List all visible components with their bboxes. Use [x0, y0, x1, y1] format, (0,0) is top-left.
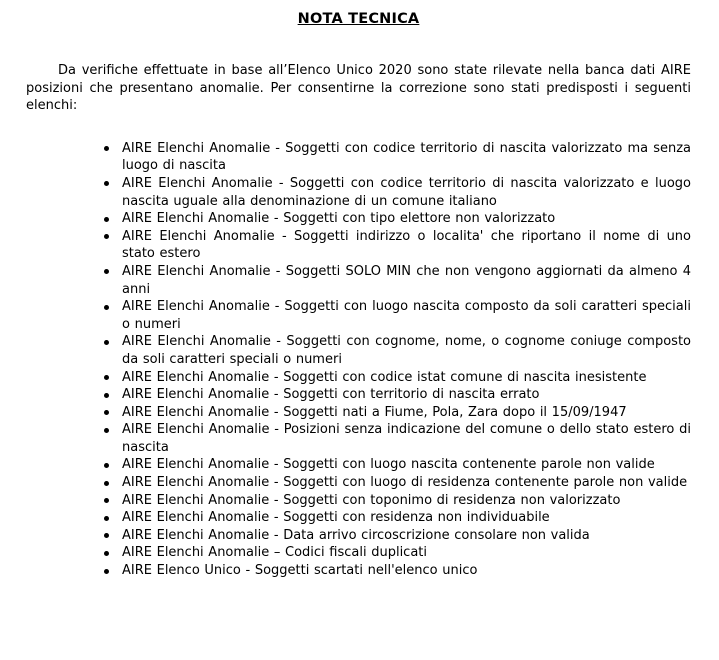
bullet-icon	[104, 481, 109, 486]
list-item	[26, 544, 691, 562]
list-item-text: AIRE Elenchi Anomalie - Soggetti con luogo nascita composto da soli caratteri speciali o numeri	[122, 299, 691, 332]
bullet-icon	[104, 498, 109, 503]
list-item-text: AIRE Elenchi Anomalie - Soggetti con codice territorio di nascita valorizzato e luogo nascita uguale alla denominazione di un comune italiano	[122, 175, 691, 209]
list-item-text: AIRE Elenchi Anomalie – Codici fiscali duplicati	[122, 545, 428, 561]
list-item	[26, 140, 691, 175]
list-item-text: AIRE Elenchi Anomalie - Soggetti indirizzo o localita' che riportano il nome di uno stato estero	[122, 228, 691, 262]
list-item	[26, 404, 691, 422]
bullet-icon	[104, 181, 109, 186]
bullet-icon	[104, 234, 109, 239]
list-item	[26, 298, 691, 333]
bullet-icon	[104, 569, 109, 574]
page-title: NOTA TECNICA	[297, 11, 420, 27]
list-item-text: AIRE Elenchi Anomalie - Soggetti con tipo elettore non valorizzato	[122, 211, 556, 227]
list-item-text: AIRE Elenchi Anomalie - Soggetti con codice istat comune di nascita inesistente	[122, 369, 647, 385]
bullet-icon	[104, 428, 109, 433]
list-item	[26, 527, 691, 545]
list-item	[26, 369, 691, 387]
bullet-icon	[104, 375, 109, 380]
bullet-icon	[104, 305, 109, 310]
intro-paragraph: Da verifiche effettuate in base all’Elenco Unico 2020 sono state rilevate nella banca dati AIRE posizioni che presentano anomalie. Per consentirne la correzione sono stati predisposti i seguenti elenchi:	[26, 63, 691, 114]
list-item	[26, 492, 691, 510]
list-item-text: AIRE Elenchi Anomalie - Soggetti con cognome, nome, o cognome coniuge composto da soli caratteri speciali o numeri	[122, 334, 691, 367]
bullet-icon	[104, 217, 109, 222]
list-item	[26, 562, 691, 580]
list-item-text: AIRE Elenchi Anomalie - Soggetti con luogo di residenza contenente parole non valide	[122, 475, 688, 491]
list-item	[26, 263, 691, 298]
list-item-text: AIRE Elenchi Anomalie - Soggetti con codice territorio di nascita valorizzato ma senza luogo di nascita	[122, 140, 691, 174]
bullet-icon	[104, 410, 109, 415]
bullet-icon	[104, 393, 109, 398]
list-item	[26, 333, 691, 368]
list-item-text: AIRE Elenchi Anomalie - Data arrivo circoscrizione consolare non valida	[122, 527, 590, 543]
list-item-text: AIRE Elenchi Anomalie - Soggetti con luogo nascita contenente parole non valide	[122, 457, 655, 473]
bullet-icon	[104, 551, 109, 556]
list-item	[26, 421, 691, 456]
list-item-text: AIRE Elenchi Anomalie - Posizioni senza indicazione del comune o dello stato estero di nascita	[122, 422, 691, 455]
anomaly-list	[26, 140, 691, 580]
bullet-icon	[104, 463, 109, 468]
bullet-icon	[104, 269, 109, 274]
bullet-icon	[104, 146, 109, 151]
list-item-text: AIRE Elenchi Anomalie - Soggetti SOLO MIN che non vengono aggiornati da almeno 4 anni	[122, 263, 691, 297]
list-item	[26, 509, 691, 527]
list-item-text: AIRE Elenchi Anomalie - Soggetti con residenza non individuabile	[122, 510, 550, 526]
list-item-text: AIRE Elenchi Anomalie - Soggetti con territorio di nascita errato	[122, 387, 540, 403]
list-item-text: AIRE Elenchi Anomalie - Soggetti con toponimo di residenza non valorizzato	[122, 492, 621, 508]
list-item	[26, 474, 691, 492]
list-item	[26, 386, 691, 404]
bullet-icon	[104, 340, 109, 345]
list-item-text: AIRE Elenchi Anomalie - Soggetti nati a Fiume, Pola, Zara dopo il 15/09/1947	[122, 404, 627, 420]
bullet-icon	[104, 516, 109, 521]
list-item	[26, 456, 691, 474]
list-item-text: AIRE Elenco Unico - Soggetti scartati nell'elenco unico	[122, 563, 478, 579]
list-item	[26, 210, 691, 228]
bullet-icon	[104, 533, 109, 538]
list-item	[26, 228, 691, 263]
list-item	[26, 175, 691, 210]
